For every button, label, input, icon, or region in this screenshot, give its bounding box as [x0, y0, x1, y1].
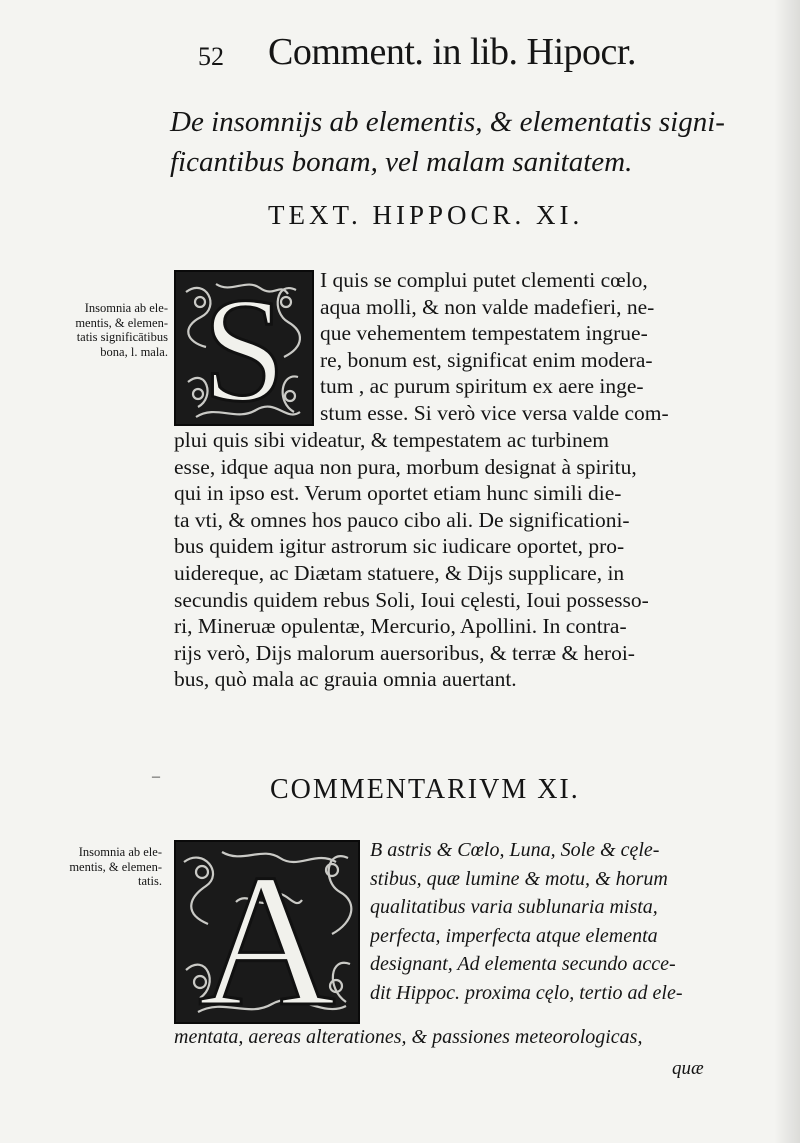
- text-line: plui quis sibi videatur, & tempestatem ac turbinem: [174, 428, 610, 452]
- commentary-heading: COMMENTARIVM XI.: [270, 774, 580, 805]
- text-heading: TEXT. HIPPOCR. XI.: [268, 200, 584, 230]
- initial-s-letter: S: [202, 272, 286, 424]
- initial-a-ornament-icon: [176, 842, 358, 1022]
- text-line: secundis quidem rebus Soli, Ioui cęlesti, Ioui possesso-: [174, 587, 649, 612]
- commentary-line: stibus, quæ lumine & motu, & horum: [370, 867, 668, 890]
- commentary-line: qualitatibus varia sublunaria mista,: [370, 896, 658, 918]
- text-line: ta vti, & omnes hos pauco cibo ali. De significationi-: [174, 507, 630, 532]
- text-line: rijs verò, Dijs malorum auersoribus, & terræ & heroi-: [174, 640, 635, 665]
- text-line: uidereque, ac Diætam statuere, & Dijs supplicare, in: [174, 560, 625, 585]
- text-paragraph-full: [174, 427, 770, 693]
- initial-s-ornament-icon: [176, 272, 312, 424]
- margin-dash-mark: –: [152, 768, 160, 785]
- running-title: Comment. in lib. Hipocr.: [268, 31, 636, 73]
- marginal-note-1: [22, 301, 168, 359]
- page-number: 52: [198, 42, 224, 71]
- commentary-line: mentata, aereas alterationes, & passiones meteorologicas,: [174, 1026, 643, 1048]
- marginal-note-line: Insomnia ab ele-: [78, 845, 162, 859]
- text-line: qui in ipso est. Verum oportet etiam hunc simili die-: [174, 481, 622, 506]
- decorated-initial-s: [174, 270, 314, 426]
- section-title-line-1: De insomnijs ab elementis, & elementatis signi-: [170, 106, 725, 138]
- text-paragraph-wrapped: [320, 267, 770, 427]
- marginal-note-line: mentis, & elemen-: [69, 859, 162, 874]
- text-line: tum , ac purum spiritum ex aere inge-: [320, 374, 644, 399]
- marginal-note-line: bona, l. mala.: [100, 344, 168, 359]
- page-edge-shadow: [774, 0, 800, 1143]
- text-line: ri, Mineruæ opulentæ, Mercurio, Apollini. In contra-: [174, 614, 627, 639]
- text-line: que vehementem tempestatem ingrue-: [320, 321, 648, 346]
- marginal-note-line: tatis significātibus: [76, 330, 168, 344]
- initial-a-letter: A: [198, 842, 336, 1022]
- text-line: aqua molli, & non valde madefieri, ne-: [320, 294, 655, 319]
- catchword: quæ: [672, 1058, 704, 1079]
- marginal-note-line: tatis.: [138, 874, 162, 888]
- text-line: I quis se complui putet clementi cœlo,: [320, 268, 648, 292]
- text-line: bus, quò mala ac grauia omnia auertant.: [174, 667, 517, 692]
- text-line: stum esse. Si verò vice versa valde com-: [320, 400, 669, 425]
- page-header: [0, 28, 800, 78]
- text-line: re, bonum est, significat enim modera-: [320, 347, 653, 372]
- marginal-note-2: [22, 845, 162, 889]
- marginal-note-line: mentis, & elemen-: [75, 315, 168, 330]
- commentary-paragraph-wrapped: [370, 836, 760, 1007]
- marginal-note-line: Insomnia ab ele-: [84, 301, 168, 315]
- decorated-initial-a: [174, 840, 360, 1024]
- text-line: esse, idque aqua non pura, morbum designat à spiritu,: [174, 454, 637, 479]
- section-title-line-2: ficantibus bonam, vel malam sanitatem.: [170, 146, 633, 178]
- text-line: bus quidem igitur astrorum sic iudicare oportet, pro-: [174, 534, 625, 559]
- section-title: [170, 102, 760, 182]
- commentary-line: B astris & Cœlo, Luna, Sole & cęle-: [370, 839, 660, 861]
- commentary-line: perfecta, imperfecta atque elementa: [370, 924, 658, 947]
- commentary-line: designant, Ad elementa secundo acce-: [370, 953, 676, 975]
- commentary-paragraph-full: [174, 1023, 760, 1052]
- commentary-line: dit Hippoc. proxima cęlo, tertio ad ele-: [370, 981, 683, 1004]
